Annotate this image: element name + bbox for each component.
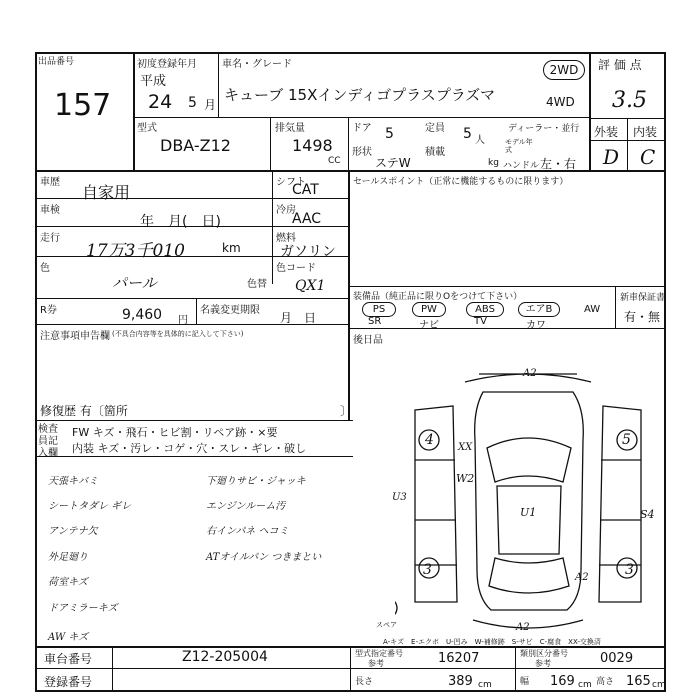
dealer-label: ディーラー・並行: [508, 124, 580, 134]
equip-aw: AW: [584, 304, 601, 315]
type-approval-label: 型式指定番号: [355, 649, 403, 658]
era: 平成: [140, 74, 167, 89]
displacement: 1498: [292, 136, 333, 155]
inspection: 年 月( 日): [140, 214, 221, 230]
tax-value: 月 日: [280, 311, 317, 325]
tax-label: 名義変更期限: [200, 305, 260, 316]
yen: 円: [178, 315, 188, 326]
model-year-label: モデル年式: [505, 138, 533, 154]
note-5: 荷室キズ: [48, 577, 88, 588]
length-unit: cm: [478, 680, 492, 690]
equip-leather: カワ: [526, 320, 546, 331]
mileage: 17万3千010: [86, 241, 185, 261]
doors-label: ドア: [352, 123, 372, 134]
mark-xx: XX: [458, 442, 473, 453]
color-label: 色: [40, 263, 50, 274]
note-9: エンジンルーム汚: [206, 501, 286, 512]
month: 5: [188, 95, 197, 111]
chassis-label: 車台番号: [44, 652, 93, 666]
notes-sub: (不具合内容等を具体的に記入して下さい): [112, 330, 244, 338]
load-label: 積載: [425, 147, 445, 158]
equip-tv: TV: [474, 316, 487, 327]
category: 0029: [600, 651, 634, 666]
capacity: 5: [463, 126, 472, 142]
mark-w2: W2: [456, 472, 475, 485]
note-4: 外足廻り: [48, 552, 88, 563]
mark-wheel-rl: 3: [423, 562, 432, 578]
color: パール: [112, 274, 157, 292]
exterior-label: 外装: [594, 125, 619, 139]
color-code: QX1: [295, 278, 326, 294]
inspector-row2: 内装 キズ・汚レ・コゲ・穴・スレ・ギレ・破し: [72, 442, 307, 455]
spare-label: スペア: [376, 621, 397, 629]
model: DBA-Z12: [160, 136, 231, 155]
exterior-grade: D: [603, 145, 620, 169]
capacity-label: 定員: [425, 123, 445, 134]
equip-ps: PS: [362, 302, 396, 317]
first-reg-label: 初度登録年月: [137, 59, 197, 70]
height-label: 高さ: [596, 677, 615, 687]
inspector-row1: FW キズ・飛石・ヒビ割・リペア跡・×要: [72, 426, 278, 439]
equip-sr: SR: [368, 316, 382, 327]
shift: CAT: [292, 182, 319, 198]
note-7: AW キズ: [48, 632, 89, 643]
warranty-label: 新車保証書: [620, 293, 666, 303]
cc: CC: [328, 156, 341, 166]
aircon: AAC: [292, 211, 322, 227]
lot-number: 157: [54, 88, 112, 123]
score: 3.5: [612, 88, 647, 113]
name-grade: キューブ 15Xインディゴプラスプラズマ: [224, 86, 495, 104]
equip-airbag: エアB: [518, 302, 560, 317]
note-6: ドアミラーキズ: [48, 603, 118, 614]
legend: A-キズ E-エクボ U-凹み W-補修跡 S-サビ C-腐食 XX-交換済: [383, 638, 601, 646]
year: 24: [148, 91, 173, 113]
name-grade-label: 車名・グレード: [222, 59, 292, 70]
mark-u1: U1: [520, 506, 537, 519]
mark-rear: A2: [516, 622, 530, 633]
equip-pw: PW: [412, 302, 446, 317]
recycle: 9,460: [122, 307, 163, 323]
height: 165: [626, 674, 651, 689]
model-label: 型式: [137, 123, 157, 134]
reg-label: 登録番号: [44, 675, 93, 689]
interior-grade: C: [640, 145, 656, 169]
inspector-label: 検査員記入欄: [38, 424, 58, 459]
category-label: 類別区分番号: [520, 649, 568, 658]
width: 169: [550, 674, 575, 689]
type-approval-ref: 参考: [368, 659, 384, 668]
mark-wheel-fr: 5: [622, 432, 631, 448]
mark-top: A2: [523, 368, 537, 379]
width-unit: cm: [578, 680, 592, 690]
later-label: 後日品: [353, 335, 383, 346]
color-code2-label: 色コード: [276, 263, 316, 274]
recycle-label: R券: [40, 305, 57, 316]
length: 389: [448, 674, 473, 689]
chassis: Z12-205004: [182, 649, 268, 665]
equip-abs: ABS: [466, 302, 504, 317]
type-approval: 16207: [438, 651, 480, 666]
handle: 左・右: [540, 157, 577, 171]
fuel-label: 燃料: [276, 233, 296, 244]
mark-wheel-fl: 4: [425, 432, 434, 448]
width-label: 幅: [520, 677, 530, 687]
handle-label: ハンドル: [503, 161, 540, 171]
drive-4wd: 4WD: [546, 95, 575, 109]
length-label: 長さ: [355, 677, 374, 687]
note-3: アンテナ欠: [48, 526, 98, 537]
history-label: 車歴: [40, 177, 60, 188]
persons: 人: [475, 135, 485, 146]
frame-right: [664, 52, 666, 692]
height-unit: cm: [652, 680, 666, 690]
score-label: 評 価 点: [598, 58, 642, 72]
shift-label: シフト: [276, 177, 306, 188]
mark-s4: S4: [640, 508, 655, 521]
notes-label: 注意事項申告欄: [40, 331, 110, 342]
equipment-label: 装備品（純正品に限りOをつけて下さい）: [353, 292, 523, 302]
aircon-label: 冷房: [276, 205, 296, 216]
sales-point-label: セールスポイント（正常に機能するものに限ります）: [353, 177, 569, 187]
lot-label: 出品番号: [38, 57, 75, 67]
color-code-label: 色替: [247, 279, 267, 290]
km: km: [222, 241, 241, 255]
equip-navi: ナビ: [419, 320, 439, 331]
interior-label: 内装: [633, 125, 658, 139]
inspection-label: 車検: [40, 205, 60, 216]
note-1: 天張キバミ: [48, 476, 98, 487]
month-unit: 月: [204, 98, 217, 112]
shape: ステW: [375, 156, 411, 170]
displacement-label: 排気量: [275, 123, 305, 134]
frame-top: [35, 52, 665, 54]
shape-label: 形状: [352, 147, 372, 158]
note-11: ATオイルパン つきまとい: [206, 552, 322, 563]
note-2: シートタダレ ギレ: [48, 501, 132, 512]
frame-left: [35, 52, 37, 692]
repair-label: 修復歴 有〔箇所: [40, 404, 128, 418]
doors: 5: [385, 126, 394, 142]
kg: kg: [488, 158, 499, 168]
mark-u3: U3: [392, 492, 407, 503]
note-8: 下廻りサビ・ジャッキ: [206, 476, 306, 487]
category-ref: 参考: [535, 659, 551, 668]
mark-wheel-rr: 3: [625, 562, 634, 578]
drive-2wd: 2WD: [543, 60, 585, 80]
fuel: ガソリン: [280, 244, 336, 260]
history: 自家用: [82, 183, 131, 202]
mileage-label: 走行: [40, 233, 60, 244]
repair-close: 〕: [340, 404, 353, 418]
note-10: 右インパネ ヘコミ: [206, 526, 289, 537]
mark-side: A2: [575, 572, 589, 583]
warranty: 有・無: [624, 310, 661, 324]
